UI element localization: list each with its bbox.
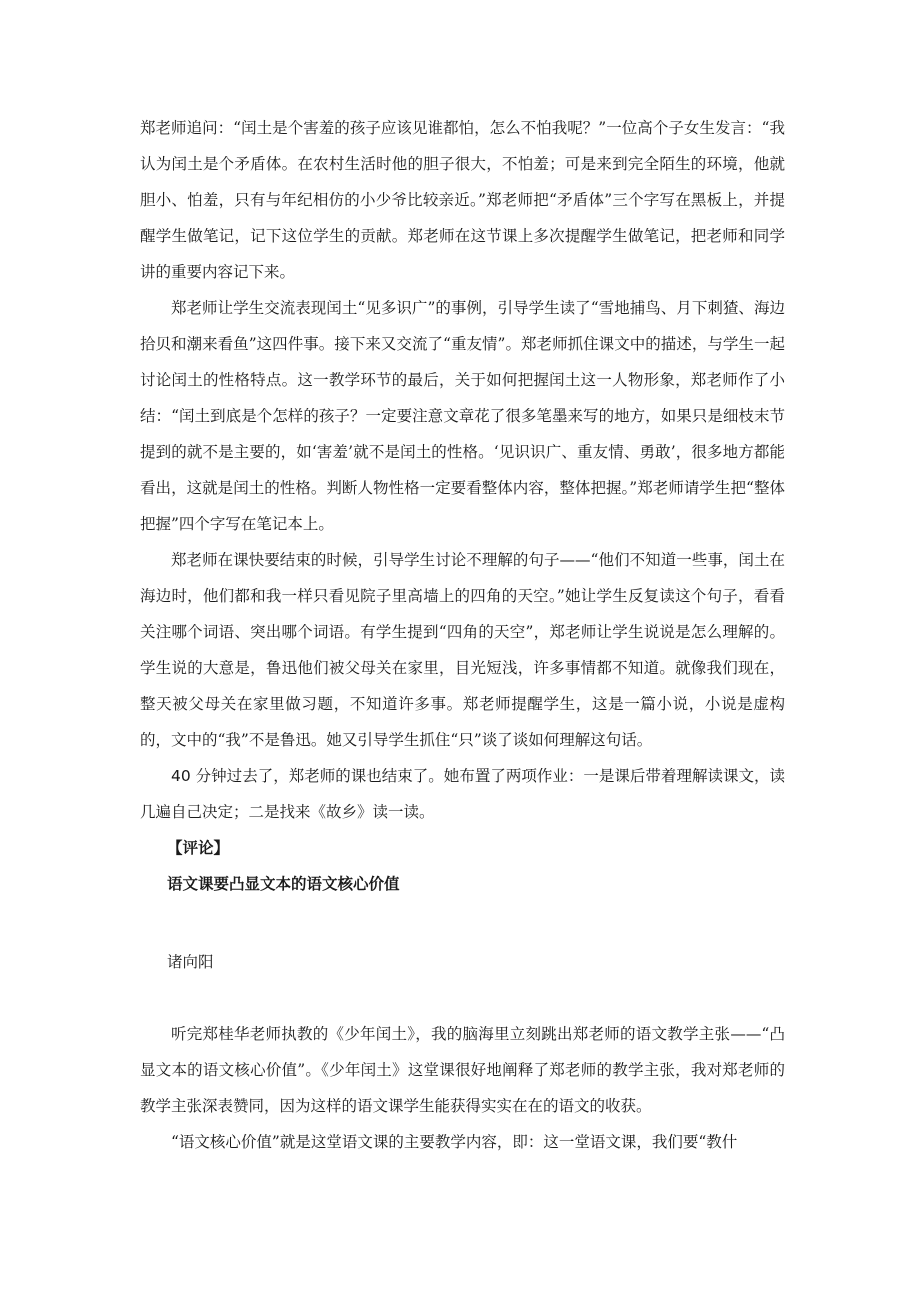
spacer	[140, 980, 785, 1016]
document-page	[140, 110, 785, 1160]
comment-heading: 【评论】	[167, 838, 230, 857]
spacer	[140, 902, 785, 944]
article-title: 语文课要凸显文本的语文核心价值	[167, 874, 400, 893]
minutes-number: 40	[171, 767, 191, 785]
paragraph-6: “语文核心价值”就是这堂语文课的主要教学内容，即：这一堂语文课，我们要“教什	[171, 1133, 738, 1151]
paragraph-1: 郑老师追问：“闰土是个害羞的孩子应该见谁都怕，怎么不怕我呢？”一位高个子女生发言：“我认为闰土是个矛盾体。在农村生活时他的胆子很大，不怕羞；可是来到完全陌生的环境，他就胆小、怕羞，只有与年纪相仿的小少爷比较亲近。”郑老师把“矛盾体”三个字写在黑板上，并提醒学生做笔记，记下这位学生的贡献。郑老师在这节课上多次提醒学生做笔记，把老师和同学讲的重要内容记下来。	[140, 119, 785, 281]
author-name: 诸向阳	[167, 953, 214, 971]
paragraph-2: 郑老师让学生交流表现闰土“见多识广”的事例，引导学生读了“雪地捕鸟、月下刺猹、海边拾贝和潮来看鱼”这四件事。接下来又交流了“重友情”。郑老师抓住课文中的描述，与学生一起讨论闰土的性格特点。这一教学环节的最后，关于如何把握闰土这一人物形象，郑老师作了小结：“闰土到底是个怎样的孩子？一定要注意文章花了很多笔墨来写的地方，如果只是细枝末节提到的就不是主要的，如‘害羞’就不是闰土的性格。‘见识识广、重友情、勇敢’，很多地方都能看出，这就是闰土的性格。判断人物性格一定要看整体内容，整体把握。”郑老师请学生把“整体把握”四个字写在笔记本上。	[140, 299, 785, 533]
paragraph-4	[140, 758, 785, 830]
paragraph-3: 郑老师在课快要结束的时候，引导学生讨论不理解的句子——“他们不知道一些事，闰土在海边时，他们都和我一样只看见院子里高墙上的四角的天空。”她让学生反复读这个句子，看看关注哪个词语、突出哪个词语。有学生提到“四角的天空”，郑老师让学生说说是怎么理解的。学生说的大意是，鲁迅他们被父母关在家里，目光短浅，许多事情都不知道。就像我们现在，整天被父母关在家里做习题，不知道许多事。郑老师提醒学生，这是一篇小说，小说是虚构的，文中的“我”不是鲁迅。她又引导学生抓住“只”谈了谈如何理解这句话。	[140, 551, 785, 749]
paragraph-4-text: 分钟过去了，郑老师的课也结束了。她布置了两项作业：一是课后带着理解读课文，读几遍自己决定；二是找来《故乡》读一读。	[140, 767, 785, 821]
paragraph-5: 听完郑桂华老师执教的《少年闰土》，我的脑海里立刻跳出郑老师的语文教学主张——“凸显文本的语文核心价值”。《少年闰土》这堂课很好地阐释了郑老师的教学主张，我对郑老师的教学主张深表赞同，因为这样的语文课学生能获得实实在在的语文的收获。	[140, 1025, 785, 1115]
